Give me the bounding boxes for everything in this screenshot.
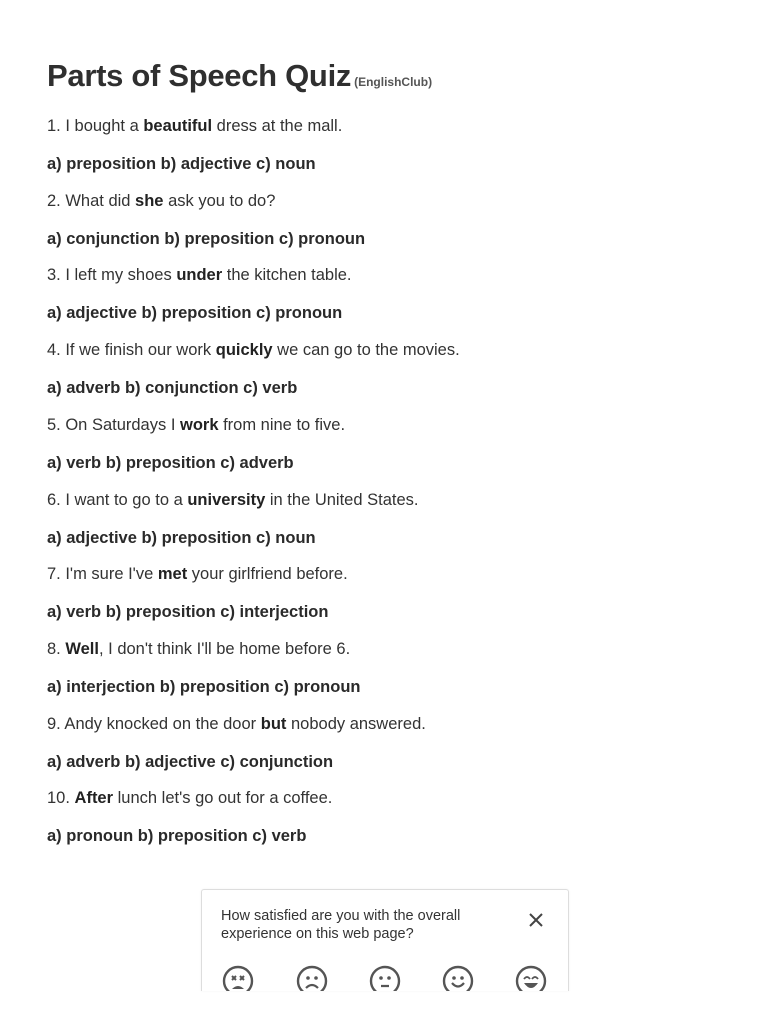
question-keyword: quickly bbox=[215, 341, 273, 360]
question-text: 4. If we finish our work bbox=[47, 341, 216, 360]
question-text: from nine to five. bbox=[218, 415, 346, 434]
question-keyword: she bbox=[135, 191, 164, 210]
question-10 bbox=[47, 789, 332, 808]
question-text: ask you to do? bbox=[163, 191, 276, 210]
answer-options-5: a) verb b) preposition c) adverb bbox=[47, 453, 294, 472]
question-text: nobody answered. bbox=[286, 714, 426, 733]
question-keyword: Well bbox=[65, 639, 99, 658]
question-keyword: under bbox=[176, 266, 223, 285]
question-3 bbox=[47, 266, 352, 285]
question-keyword: work bbox=[179, 415, 219, 434]
answer-options-2: a) conjunction b) preposition c) pronoun bbox=[47, 229, 366, 248]
question-keyword: but bbox=[260, 714, 287, 733]
question-9 bbox=[47, 715, 426, 734]
page-title bbox=[47, 58, 432, 94]
question-8 bbox=[47, 640, 350, 659]
question-text: 10. bbox=[47, 789, 75, 808]
question-7 bbox=[47, 565, 348, 584]
question-6 bbox=[47, 491, 418, 510]
answer-options-7: a) verb b) preposition c) interjection bbox=[47, 603, 329, 622]
question-4 bbox=[47, 341, 460, 360]
very-satisfied-icon[interactable] bbox=[515, 965, 547, 991]
question-text: the kitchen table. bbox=[222, 266, 352, 285]
very-dissatisfied-icon[interactable] bbox=[222, 965, 254, 991]
answer-options-1: a) preposition b) adjective c) noun bbox=[47, 155, 316, 173]
dissatisfied-icon[interactable] bbox=[296, 965, 328, 991]
answer-options-9: a) adverb b) adjective c) conjunction bbox=[47, 752, 334, 771]
question-keyword: beautiful bbox=[143, 117, 213, 135]
satisfaction-survey bbox=[201, 889, 569, 991]
question-5 bbox=[47, 416, 345, 435]
question-keyword: After bbox=[74, 789, 114, 808]
question-text: dress at the mall. bbox=[212, 117, 343, 135]
question-2 bbox=[47, 192, 275, 211]
question-text: 9. Andy knocked on the door bbox=[47, 714, 261, 733]
question-text: your girlfriend before. bbox=[187, 565, 348, 584]
answer-options-10: a) pronoun b) preposition c) verb bbox=[47, 827, 307, 846]
answer-options-3: a) adjective b) preposition c) pronoun bbox=[47, 304, 343, 323]
quiz-title: Parts of Speech Quiz bbox=[47, 58, 352, 93]
survey-question: How satisfied are you with the overall experience on this web page? bbox=[221, 908, 461, 942]
question-text: we can go to the movies. bbox=[272, 341, 460, 360]
question-text: 2. What did bbox=[47, 191, 136, 210]
source-label: (EnglishClub) bbox=[354, 75, 433, 89]
question-text: 7. I'm sure I've bbox=[47, 565, 158, 584]
neutral-icon[interactable] bbox=[369, 965, 401, 991]
answer-options-4: a) adverb b) conjunction c) verb bbox=[47, 379, 298, 398]
question-keyword: university bbox=[187, 490, 266, 509]
satisfied-icon[interactable] bbox=[442, 965, 474, 991]
question-text: , I don't think I'll be home before 6. bbox=[98, 639, 351, 658]
question-1 bbox=[47, 117, 342, 136]
question-text: lunch let's go out for a coffee. bbox=[113, 789, 333, 808]
answer-options-6: a) adjective b) preposition c) noun bbox=[47, 528, 316, 547]
question-text: 5. On Saturdays I bbox=[47, 415, 180, 434]
question-text: in the United States. bbox=[265, 490, 419, 509]
answer-options-8: a) interjection b) preposition c) pronoun bbox=[47, 677, 361, 696]
close-icon[interactable] bbox=[526, 910, 546, 930]
question-text: 6. I want to go to a bbox=[47, 490, 188, 509]
question-text: 1. I bought a bbox=[47, 117, 144, 135]
question-text: 3. I left my shoes bbox=[47, 266, 177, 285]
question-keyword: met bbox=[157, 565, 188, 584]
question-text: 8. bbox=[47, 639, 66, 658]
